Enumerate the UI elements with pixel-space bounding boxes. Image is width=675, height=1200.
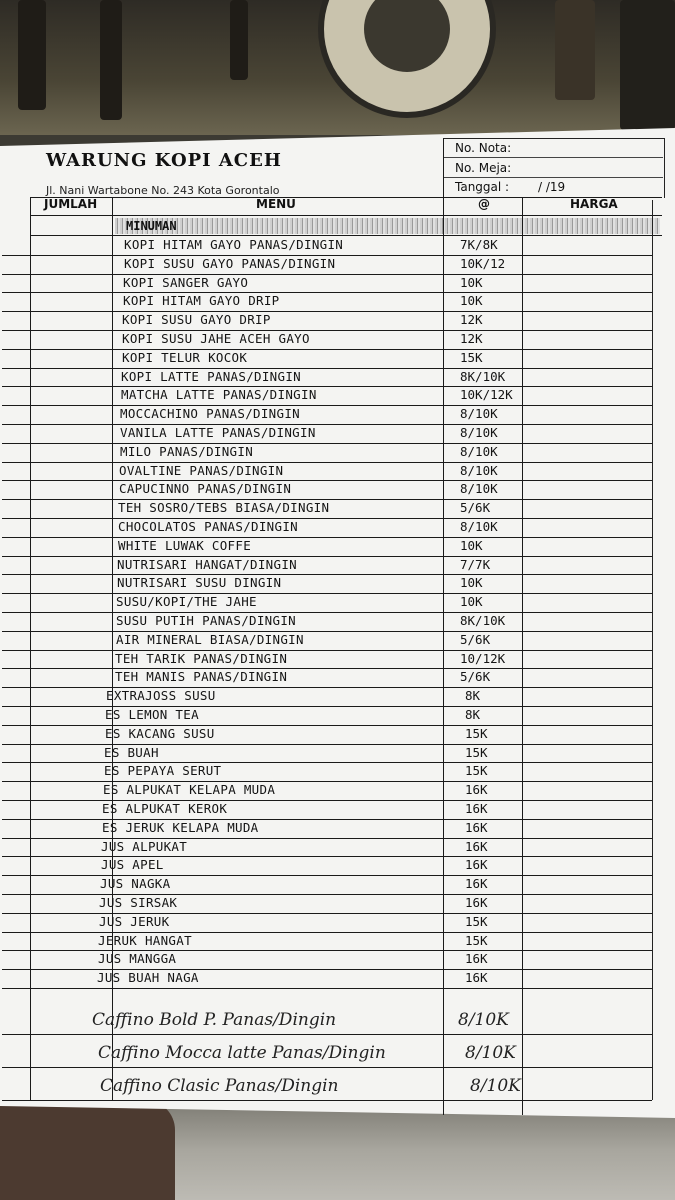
row-divider xyxy=(2,424,652,425)
handwritten-item: Caffino Mocca latte Panas/Dingin xyxy=(98,1043,386,1063)
menu-item-price: 16K xyxy=(465,895,488,910)
column-jumlah: JUMLAH xyxy=(44,197,98,211)
nota-label: No. Nota: xyxy=(455,141,512,155)
chair-silhouette xyxy=(230,0,248,80)
handwritten-price: 8/10K xyxy=(470,1076,521,1096)
row-divider xyxy=(2,593,652,594)
menu-item-price: 5/6K xyxy=(460,631,491,647)
menu-item-price: 10K xyxy=(460,274,483,290)
handwritten-item: Caffino Bold P. Panas/Dingin xyxy=(92,1010,337,1030)
address: Jl. Nani Wartabone No. 243 Kota Gorontalo xyxy=(46,184,280,197)
row-divider xyxy=(2,386,652,387)
row-divider xyxy=(2,650,652,651)
menu-item-price: 16K xyxy=(465,782,488,798)
menu-item-price: 8/10K xyxy=(460,462,498,478)
menu-item-name: EXTRAJOSS SUSU xyxy=(106,688,216,704)
menu-item-price: 8K/10K xyxy=(460,368,506,384)
menu-item-price: 10K/12K xyxy=(460,387,513,403)
menu-item-name: JUS APEL xyxy=(101,857,164,873)
row-divider xyxy=(2,368,652,369)
menu-item-name: ES ALPUKAT KELAPA MUDA xyxy=(103,782,276,798)
menu-item-price: 16K xyxy=(465,876,488,892)
menu-item-name: VANILA LATTE PANAS/DINGIN xyxy=(120,425,316,440)
menu-item-name: KOPI SUSU GAYO PANAS/DINGIN xyxy=(124,255,336,271)
menu-item-name: KOPI HITAM GAYO PANAS/DINGIN xyxy=(124,237,344,252)
handwritten-price: 8/10K xyxy=(465,1043,516,1063)
menu-item-price: 12K xyxy=(460,312,483,328)
menu-item-name: MATCHA LATTE PANAS/DINGIN xyxy=(121,387,317,403)
handwritten-item: Caffino Clasic Panas/Dingin xyxy=(100,1076,339,1096)
menu-item-name: ES KACANG SUSU xyxy=(105,725,215,741)
row-divider xyxy=(2,800,652,801)
menu-item-price: 16K xyxy=(465,951,488,967)
row-divider xyxy=(2,349,652,350)
row-divider xyxy=(2,725,652,726)
column-divider xyxy=(30,197,31,1100)
row-divider xyxy=(2,706,652,707)
section-title: MINUMAN xyxy=(126,219,177,233)
menu-item-name: MILO PANAS/DINGIN xyxy=(120,443,254,459)
row-divider xyxy=(2,405,652,406)
row-divider xyxy=(2,744,652,745)
row-divider xyxy=(2,988,652,989)
menu-item-price: 15K xyxy=(465,932,488,948)
menu-item-name: KOPI HITAM GAYO DRIP xyxy=(123,293,280,309)
menu-item-price: 16K xyxy=(465,838,488,854)
menu-item-name: JUS NAGKA xyxy=(100,876,171,892)
menu-item-name: KOPI SUSU JAHE ACEH GAYO xyxy=(122,331,310,346)
row-divider xyxy=(2,762,652,763)
tanggal-value: / /19 xyxy=(538,180,566,194)
menu-item-price: 15K xyxy=(460,349,483,365)
menu-item-price: 8/10K xyxy=(460,443,498,459)
handwritten-price: 8/10K xyxy=(458,1010,509,1030)
menu-item-price: 10K xyxy=(460,293,483,309)
menu-item-name: KOPI SUSU GAYO DRIP xyxy=(122,312,271,328)
menu-item-name: TEH MANIS PANAS/DINGIN xyxy=(115,669,288,685)
row-divider xyxy=(2,292,652,293)
menu-item-price: 8/10K xyxy=(460,406,498,422)
menu-item-name: NUTRISARI HANGAT/DINGIN xyxy=(117,556,297,572)
menu-item-price: 16K xyxy=(465,970,488,986)
menu-item-price: 16K xyxy=(465,819,488,835)
menu-item-price: 10K xyxy=(460,537,483,553)
row-divider xyxy=(2,687,652,688)
menu-item-price: 7/7K xyxy=(460,556,491,572)
menu-item-price: 16K xyxy=(465,857,488,873)
menu-item-price: 15K xyxy=(465,725,488,741)
row-divider xyxy=(2,819,652,820)
row-divider xyxy=(2,631,652,632)
chair-silhouette xyxy=(100,0,122,120)
menu-item-price: 5/6K xyxy=(460,669,491,685)
cup-icon xyxy=(364,0,450,72)
menu-item-name: OVALTINE PANAS/DINGIN xyxy=(119,462,284,478)
menu-item-price: 10/12K xyxy=(460,650,506,666)
menu-item-price: 15K xyxy=(465,744,488,760)
menu-item-price: 8/10K xyxy=(460,481,498,497)
hand-holding-paper xyxy=(0,1100,175,1200)
row-divider xyxy=(2,274,652,275)
menu-item-name: ES PEPAYA SERUT xyxy=(104,763,222,779)
menu-item-name: ES LEMON TEA xyxy=(105,707,199,722)
menu-item-name: JUS MANGGA xyxy=(98,951,177,967)
menu-item-name: KOPI SANGER GAYO xyxy=(123,274,249,290)
menu-item-name: TEH TARIK PANAS/DINGIN xyxy=(115,650,288,666)
tanggal-label: Tanggal : xyxy=(455,180,510,194)
menu-item-name: JUS ALPUKAT xyxy=(101,838,188,854)
header-divider xyxy=(30,235,662,236)
row-divider xyxy=(2,480,652,481)
menu-item-price: 10K/12 xyxy=(460,255,506,271)
column-menu: MENU xyxy=(256,197,296,211)
column-unit-price: @ xyxy=(478,197,490,211)
column-divider xyxy=(443,138,444,1115)
menu-item-price: 7K/8K xyxy=(460,237,498,252)
menu-item-name: WHITE LUWAK COFFE xyxy=(118,537,252,553)
chair-silhouette xyxy=(620,0,675,130)
menu-item-price: 10K xyxy=(460,594,483,610)
row-divider xyxy=(2,612,652,613)
row-divider xyxy=(2,838,652,839)
menu-item-name: NUTRISARI SUSU DINGIN xyxy=(117,575,282,591)
menu-item-price: 15K xyxy=(465,763,488,779)
chair-silhouette xyxy=(18,0,46,110)
menu-item-name: JUS JERUK xyxy=(99,913,170,929)
menu-item-name: KOPI TELUR KOCOK xyxy=(122,349,248,365)
menu-item-price: 8K xyxy=(465,707,481,722)
row-divider xyxy=(2,574,652,575)
menu-item-name: CAPUCINNO PANAS/DINGIN xyxy=(119,481,292,497)
row-divider xyxy=(2,462,652,463)
row-divider xyxy=(2,1067,652,1068)
menu-item-price: 10K xyxy=(460,575,483,591)
menu-item-price: 15K xyxy=(465,913,488,929)
menu-item-name: KOPI LATTE PANAS/DINGIN xyxy=(121,368,301,384)
menu-item-name: ES JERUK KELAPA MUDA xyxy=(102,819,259,835)
row-divider xyxy=(2,443,652,444)
menu-item-name: JUS BUAH NAGA xyxy=(97,970,199,986)
menu-item-name: JUS SIRSAK xyxy=(99,895,178,910)
menu-item-name: JERUK HANGAT xyxy=(98,932,192,948)
row-divider xyxy=(2,1034,652,1035)
section-bar xyxy=(115,218,660,234)
menu-item-name: SUSU/KOPI/THE JAHE xyxy=(116,594,257,610)
menu-item-name: CHOCOLATOS PANAS/DINGIN xyxy=(118,519,298,534)
menu-item-price: 5/6K xyxy=(460,500,491,516)
menu-item-name: AIR MINERAL BIASA/DINGIN xyxy=(116,631,304,647)
divider xyxy=(443,157,663,158)
menu-item-name: TEH SOSRO/TEBS BIASA/DINGIN xyxy=(118,500,330,516)
column-harga: HARGA xyxy=(570,197,618,211)
divider xyxy=(443,177,663,178)
column-divider xyxy=(112,197,113,1100)
row-divider xyxy=(2,330,652,331)
menu-item-price: 8K/10K xyxy=(460,613,506,628)
meja-label: No. Meja: xyxy=(455,161,512,175)
menu-item-price: 8/10K xyxy=(460,519,498,534)
column-divider xyxy=(522,197,523,1115)
menu-item-price: 12K xyxy=(460,331,483,346)
menu-item-price: 8/10K xyxy=(460,425,498,440)
row-divider xyxy=(2,1100,652,1101)
chair-silhouette xyxy=(555,0,595,100)
header-divider xyxy=(30,215,662,216)
row-divider xyxy=(2,311,652,312)
menu-item-name: SUSU PUTIH PANAS/DINGIN xyxy=(116,613,296,628)
menu-item-name: ES ALPUKAT KEROK xyxy=(102,801,228,816)
menu-item-name: MOCCACHINO PANAS/DINGIN xyxy=(120,406,300,422)
row-divider xyxy=(2,668,652,669)
menu-item-price: 16K xyxy=(465,801,488,816)
menu-item-price: 8K xyxy=(465,688,481,704)
menu-item-name: ES BUAH xyxy=(104,744,159,760)
row-divider xyxy=(2,781,652,782)
page-title: WARUNG KOPI ACEH xyxy=(46,150,282,171)
next-page-edge xyxy=(652,200,675,1100)
row-divider xyxy=(2,537,652,538)
row-divider xyxy=(2,518,652,519)
row-divider xyxy=(2,556,652,557)
row-divider xyxy=(2,856,652,857)
header-divider xyxy=(30,197,662,198)
